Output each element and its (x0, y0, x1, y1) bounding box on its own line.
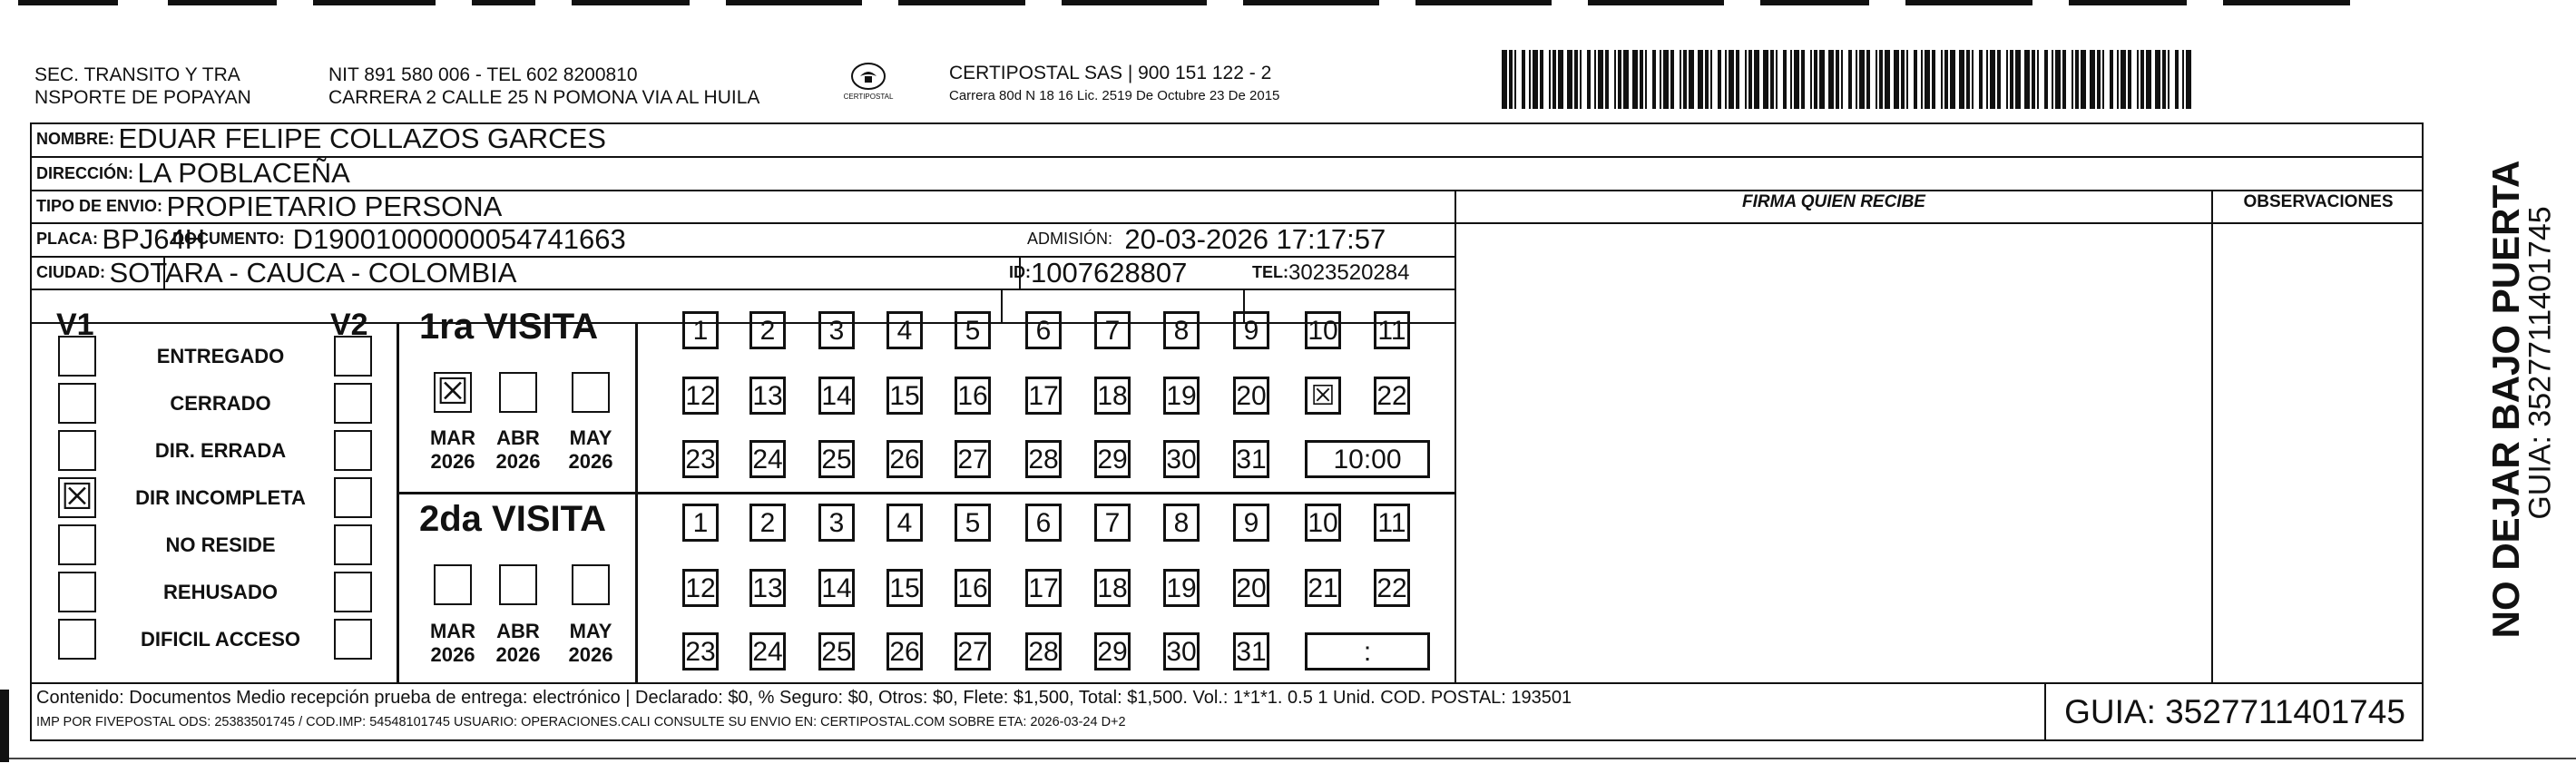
day-box[interactable]: 19 (1163, 377, 1200, 415)
day-box[interactable]: 16 (955, 569, 991, 607)
barcode-bar (1836, 50, 1839, 109)
barcode-bar (2037, 50, 2039, 109)
day-box[interactable]: 27 (955, 632, 991, 670)
documento-value: D19001000000054741663 (292, 222, 626, 255)
day-box[interactable]: 24 (749, 440, 786, 478)
side-warning-wrap (2484, 145, 2527, 653)
side-warning: NO DEJAR BAJO PUERTA (2484, 160, 2527, 639)
day-box[interactable]: 10 (1305, 311, 1341, 349)
barcode-bar (1814, 50, 1817, 109)
barcode-bar (1748, 50, 1752, 109)
barcode-bar (1914, 50, 1917, 109)
barcode-bar (2146, 50, 2151, 109)
day-box[interactable]: 31 (1233, 632, 1269, 670)
barcode-bar (1932, 50, 1935, 109)
barcode-bar (2102, 50, 2104, 109)
barcode-bar (1856, 50, 1857, 109)
sender-line-1: SEC. TRANSITO Y TRA (34, 64, 240, 85)
barcode-bar (1549, 50, 1551, 109)
day-box[interactable]: 20 (1233, 377, 1269, 415)
first-visit-title: 1ra VISITA (419, 307, 599, 347)
admision-field (1027, 222, 1386, 256)
month-label: MAY 2026 (568, 426, 613, 473)
day-box[interactable]: 3 (818, 504, 855, 542)
month-label: ABR 2026 (495, 620, 541, 666)
v2-checkbox[interactable] (334, 430, 372, 471)
day-box[interactable]: 25 (818, 632, 855, 670)
day-box[interactable]: 9 (1233, 311, 1269, 349)
barcode-bar (2090, 50, 2095, 109)
barcode-bar (2075, 50, 2079, 109)
barcode-bar (1574, 50, 1578, 109)
admision-label: ADMISIÓN: (1027, 230, 1113, 248)
barcode-bar (2097, 50, 2101, 109)
barcode-bar (1959, 50, 1964, 109)
v1-checkbox[interactable] (58, 572, 96, 612)
placa-label: PLACA: (36, 230, 98, 248)
status-option-label: DIR. ERRADA (154, 439, 287, 462)
barcode-bar (2155, 50, 2160, 109)
barcode-bar (2072, 50, 2073, 109)
day-box[interactable]: 12 (682, 377, 719, 415)
day-box[interactable]: 2 (749, 311, 786, 349)
day-box[interactable]: 30 (1163, 440, 1200, 478)
barcode-bar (2182, 50, 2184, 109)
day-box[interactable]: 19 (1163, 569, 1200, 607)
nombre-label: NOMBRE: (36, 129, 114, 148)
barcode-bar (1689, 50, 1694, 109)
day-box[interactable]: 10 (1305, 504, 1341, 542)
tipo-envio-value: PROPIETARIO PERSONA (166, 190, 503, 222)
barcode-bar (2024, 50, 2030, 109)
barcode-bar (2121, 50, 2126, 109)
barcode-bar (2137, 50, 2139, 109)
barcode-bar (1514, 50, 1516, 109)
day-box[interactable]: 17 (1025, 569, 1062, 607)
month-checkbox-abr[interactable] (499, 372, 537, 413)
barcode-bar (2186, 50, 2191, 109)
barcode-bar (1763, 50, 1768, 109)
direccion-value: LA POBLACEÑA (137, 157, 350, 189)
barcode-bar (1533, 50, 1538, 109)
day-box[interactable]: 28 (1025, 440, 1062, 478)
day-box[interactable]: 8 (1163, 311, 1200, 349)
month-label: ABR 2026 (495, 426, 541, 473)
barcode-bar (1950, 50, 1955, 109)
day-box[interactable]: 11 (1374, 311, 1410, 349)
barcode-bar (1698, 50, 1703, 109)
barcode-bar (1640, 50, 1643, 109)
courier-line-1: CERTIPOSTAL SAS | 900 151 122 - 2 (949, 63, 1272, 83)
barcode-bar (1718, 50, 1721, 109)
barcode-bar (1529, 50, 1531, 109)
month-label: MAR 2026 (429, 426, 476, 473)
placa-value: BPJ64H (102, 222, 206, 255)
certipostal-logo: CERTIPOSTAL (837, 60, 900, 105)
barcode-bar (2062, 50, 2066, 109)
barcode-bar (1848, 50, 1852, 109)
tipo-envio-label: TIPO DE ENVIO: (36, 197, 163, 215)
firma-header: FIRMA QUIEN RECIBE (1742, 192, 1925, 211)
barcode-bar (1645, 50, 1647, 109)
nombre-value: EDUAR FELIPE COLLAZOS GARCES (118, 122, 606, 154)
day-box[interactable]: 16 (955, 377, 991, 415)
v2-checkbox[interactable] (334, 336, 372, 377)
barcode-bar (1783, 50, 1787, 109)
status-option-label: ENTREGADO (156, 345, 285, 367)
barcode-bar (2110, 50, 2113, 109)
ciudad-value: SOTARA - CAUCA - COLOMBIA (109, 256, 517, 289)
barcode-bar (1841, 50, 1843, 109)
barcode-bar (1587, 50, 1591, 109)
month-checkbox-abr[interactable] (499, 564, 537, 605)
barcode-bar (1879, 50, 1883, 109)
day-box[interactable]: 9 (1233, 504, 1269, 542)
day-box[interactable]: 5 (955, 504, 991, 542)
status-option-label: DIR INCOMPLETA (135, 486, 306, 509)
barcode-bar (1925, 50, 1930, 109)
barcode-bar (1552, 50, 1556, 109)
barcode-bar (1663, 50, 1669, 109)
day-box[interactable]: ☒ (1305, 377, 1341, 415)
check-mark-icon: ☒ (61, 476, 93, 518)
side-guia: GUIA: 3527711401745 (2522, 206, 2558, 520)
day-box[interactable]: 3 (818, 311, 855, 349)
day-box[interactable]: 31 (1233, 440, 1269, 478)
v2-checkbox[interactable] (334, 383, 372, 424)
day-box[interactable]: 21 (1305, 569, 1341, 607)
barcode-bar (1605, 50, 1609, 109)
status-option-label: CERRADO (170, 392, 271, 415)
barcode-bar (1801, 50, 1805, 109)
footer-print-line: IMP POR FIVEPOSTAL ODS: 25383501745 / COD.IMP: 54548101745 USUARIO: OPERACIONES.CALI CONSULTE SU ENVIO EN: CERTIPOSTAL.COM SOBRE ETA: 2026-03-24 D+2 (36, 715, 1126, 729)
day-box[interactable]: 23 (682, 440, 719, 478)
day-box[interactable]: 30 (1163, 632, 1200, 670)
status-option-label: DIFICIL ACCESO (140, 628, 300, 651)
barcode-bar (1580, 50, 1582, 109)
day-box[interactable]: 28 (1025, 632, 1062, 670)
day-box[interactable]: 20 (1233, 569, 1269, 607)
barcode-bar (2055, 50, 2061, 109)
day-box[interactable]: 15 (886, 377, 923, 415)
v2-checkbox[interactable] (334, 572, 372, 612)
barcode-bar (2006, 50, 2008, 109)
footer-content-line: Contenido: Documentos Medio recepción prueba de entrega: electrónico | Declarado: $0, % Seguro: $0, Otros: $0, Flete: $1,500, Total: $1,500. Vol.: 1*1*1. 0.5 1 Unid. COD. POSTAL: 193501 (36, 688, 1572, 708)
barcode-bar (1944, 50, 1948, 109)
barcode-bar (1683, 50, 1687, 109)
barcode-bar (1979, 50, 1983, 109)
day-box[interactable]: 6 (1025, 504, 1062, 542)
barcode-bar (1509, 50, 1513, 109)
tel-field (1252, 256, 1409, 289)
courier-line-2: Carrera 80d N 18 16 Lic. 2519 De Octubre 23 De 2015 (949, 88, 1280, 103)
day-box[interactable]: 22 (1374, 377, 1410, 415)
barcode-bar (1745, 50, 1747, 109)
direccion-row (36, 156, 350, 191)
barcode-bar (2032, 50, 2035, 109)
v2-checkbox[interactable] (334, 477, 372, 518)
barcode-bar (1901, 50, 1905, 109)
id-value: 1007628807 (1031, 256, 1188, 289)
barcode-bar (1794, 50, 1799, 109)
barcode-bar (1705, 50, 1709, 109)
day-box[interactable]: 7 (1094, 504, 1131, 542)
barcode-bar (2015, 50, 2021, 109)
barcode-bar (2175, 50, 2179, 109)
address-line: CARRERA 2 CALLE 25 N POMONA VIA AL HUILA (328, 87, 760, 108)
day-box[interactable]: 13 (749, 569, 786, 607)
barcode-bar (1990, 50, 1995, 109)
sender-contact (328, 64, 759, 109)
side-guia-wrap (2522, 145, 2558, 653)
barcode (1502, 50, 2194, 109)
barcode-bar (2140, 50, 2144, 109)
day-box[interactable]: 5 (955, 311, 991, 349)
day-box[interactable]: 1 (682, 311, 719, 349)
barcode-bar (2117, 50, 2119, 109)
v1-checkbox[interactable] (58, 477, 96, 518)
day-box[interactable]: 17 (1025, 377, 1062, 415)
barcode-bar (1558, 50, 1563, 109)
left-torn-edge (0, 690, 9, 762)
barcode-bar (1810, 50, 1812, 109)
barcode-bar (1614, 50, 1616, 109)
day-box[interactable]: 7 (1094, 311, 1131, 349)
v2-checkbox[interactable] (334, 524, 372, 565)
footer-guia: GUIA: 3527711401745 (2064, 692, 2405, 730)
barcode-bar (1540, 50, 1543, 109)
observaciones-header: OBSERVACIONES (2243, 192, 2394, 211)
barcode-bar (1966, 50, 1970, 109)
ciudad-label: CIUDAD: (36, 263, 105, 281)
barcode-bar (1894, 50, 1899, 109)
tel-label: TEL: (1252, 263, 1288, 281)
day-box[interactable]: 8 (1163, 504, 1200, 542)
month-checkbox-mar[interactable] (434, 372, 472, 413)
day-box[interactable]: 22 (1374, 569, 1410, 607)
v1-checkbox[interactable] (58, 430, 96, 471)
barcode-bar (1710, 50, 1712, 109)
month-checkbox-may[interactable] (572, 372, 610, 413)
barcode-bar (1790, 50, 1792, 109)
barcode-bar (1623, 50, 1629, 109)
day-box[interactable]: 1 (682, 504, 719, 542)
barcode-bar (1670, 50, 1674, 109)
barcode-bar (1828, 50, 1834, 109)
status-option-label: REHUSADO (163, 581, 278, 603)
day-box[interactable]: 14 (818, 569, 855, 607)
direccion-label: DIRECCIÓN: (36, 163, 133, 182)
admision-value: 20-03-2026 17:17:57 (1124, 222, 1386, 255)
barcode-bar (1986, 50, 1988, 109)
barcode-bar (1652, 50, 1656, 109)
day-box[interactable]: 13 (749, 377, 786, 415)
day-box[interactable]: 4 (886, 311, 923, 349)
barcode-bar (2168, 50, 2170, 109)
barcode-bar (1866, 50, 1870, 109)
v2-checkbox[interactable] (334, 619, 372, 660)
nombre-row (36, 122, 606, 156)
observaciones-area[interactable] (2213, 222, 2424, 682)
day-box[interactable]: 2 (749, 504, 786, 542)
month-checkbox-mar[interactable] (434, 564, 472, 605)
day-box[interactable]: 26 (886, 440, 923, 478)
month-label: MAR 2026 (429, 620, 476, 666)
barcode-bar (1972, 50, 1974, 109)
month-label: MAY 2026 (568, 620, 613, 666)
day-box[interactable]: 25 (818, 440, 855, 478)
barcode-bar (2128, 50, 2131, 109)
v1-checkbox[interactable] (58, 383, 96, 424)
day-box[interactable]: 24 (749, 632, 786, 670)
day-box[interactable]: 6 (1025, 311, 1062, 349)
barcode-bar (1725, 50, 1727, 109)
v1-label: V1 (56, 308, 94, 342)
barcode-bar (1729, 50, 1734, 109)
day-box[interactable]: 29 (1094, 440, 1131, 478)
barcode-bar (2081, 50, 2086, 109)
barcode-bar (1598, 50, 1603, 109)
barcode-bar (1819, 50, 1825, 109)
barcode-bar (1770, 50, 1774, 109)
day-box[interactable]: 14 (818, 377, 855, 415)
barcode-bar (1618, 50, 1621, 109)
v2-label: V2 (330, 308, 368, 342)
documento-field (172, 222, 626, 256)
day-box[interactable]: 4 (886, 504, 923, 542)
barcode-bar (2010, 50, 2013, 109)
ciudad-field (36, 256, 516, 289)
nit-line: NIT 891 580 006 - TEL 602 8200810 (328, 64, 638, 85)
day-box[interactable]: 26 (886, 632, 923, 670)
barcode-bar (1680, 50, 1681, 109)
id-field (1009, 256, 1187, 289)
check-mark-icon: ☒ (436, 371, 469, 413)
documento-label: DOCUMENTO: (172, 230, 285, 248)
barcode-bar (1754, 50, 1759, 109)
second-visit-title: 2da VISITA (419, 499, 606, 539)
barcode-bar (1776, 50, 1778, 109)
tel-value: 3023520284 (1288, 259, 1410, 285)
status-option-label: NO RESIDE (165, 533, 276, 556)
barcode-bar (1522, 50, 1525, 109)
barcode-bar (1941, 50, 1943, 109)
day-box[interactable]: 18 (1094, 377, 1131, 415)
v1-checkbox[interactable] (58, 524, 96, 565)
barcode-bar (1502, 50, 1507, 109)
month-checkbox-may[interactable] (572, 564, 610, 605)
bottom-edge (0, 758, 2576, 759)
barcode-bar (1567, 50, 1572, 109)
day-box[interactable]: 15 (886, 569, 923, 607)
barcode-bar (1594, 50, 1596, 109)
firma-area[interactable] (1456, 222, 2211, 682)
courier-block (949, 62, 1279, 107)
sender-block (34, 64, 251, 109)
day-box[interactable]: 12 (682, 569, 719, 607)
day-box[interactable]: 11 (1374, 504, 1410, 542)
barcode-bar (1885, 50, 1890, 109)
tipo-envio-row (36, 190, 502, 223)
time-field[interactable]: 10:00 (1305, 440, 1430, 478)
barcode-bar (1859, 50, 1865, 109)
barcode-bar (1921, 50, 1923, 109)
barcode-bar (1876, 50, 1877, 109)
barcode-bar (2162, 50, 2166, 109)
time-field[interactable]: : (1305, 632, 1430, 670)
barcode-bar (1997, 50, 2001, 109)
sender-line-2: NSPORTE DE POPAYAN (34, 87, 251, 108)
barcode-bar (1660, 50, 1661, 109)
barcode-bar (2044, 50, 2048, 109)
day-box[interactable]: 27 (955, 440, 991, 478)
barcode-bar (1632, 50, 1638, 109)
v1-checkbox[interactable] (58, 619, 96, 660)
v1-checkbox[interactable] (58, 336, 96, 377)
day-box[interactable]: 29 (1094, 632, 1131, 670)
day-box[interactable]: 23 (682, 632, 719, 670)
id-label: ID: (1009, 263, 1031, 281)
barcode-bar (1736, 50, 1739, 109)
day-box[interactable]: 18 (1094, 569, 1131, 607)
barcode-bar (2052, 50, 2053, 109)
barcode-bar (1906, 50, 1908, 109)
